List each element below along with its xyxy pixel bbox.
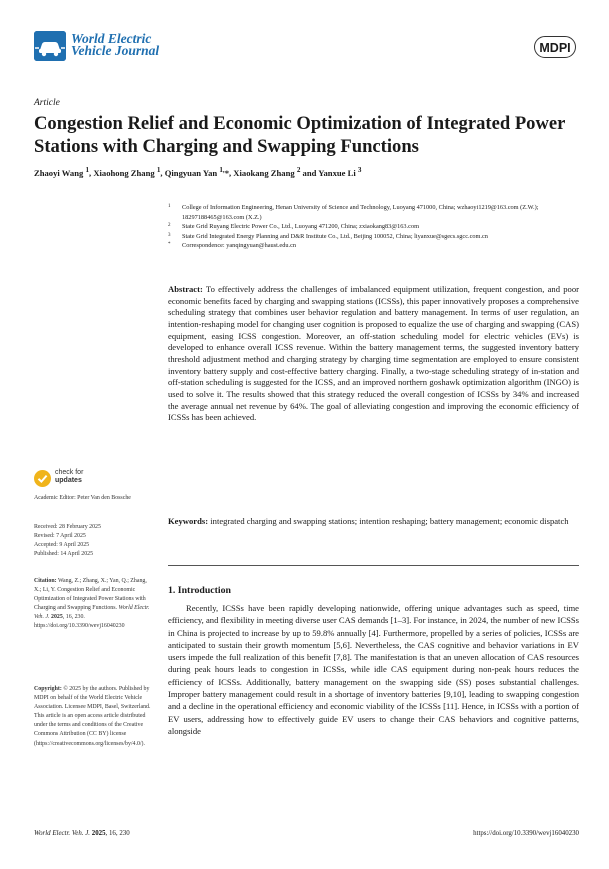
journal-name-line1: World Electric: [71, 31, 152, 46]
keywords-text: integrated charging and swapping stations; intention reshaping; battery management; economic dispatch: [210, 516, 569, 526]
check-for-updates-badge[interactable]: [34, 469, 154, 489]
citation-label: Citation:: [34, 578, 57, 584]
section-heading: 1. Introduction: [168, 585, 231, 596]
section-divider: [168, 565, 579, 566]
correspondence: * Correspondence: yanqingyuan@haust.edu.cn: [168, 242, 297, 250]
copyright-label: Copyright:: [34, 686, 62, 692]
introduction-paragraph: Recently, ICSSs have been rapidly developing nationwide, offering unique advantages such as speed, time efficiency, and flexibility in meeting diverse user CAS demands [1–3]. For instance, in 2024, the number of new ICSSs in China is projected to increase by up to 59.8% annually [4]. Furthermore, propelled by a series of policies, ICSSs are anticipated to sustain their growth momentum [5,6]. Nevertheless, the CAS cognitive and behavior variations in EV users impede the full realization of this benefit [7,8]. The manifestation is that an uneven allocation of CAS resources during peak hours leads to congestion in ICSSs, while idle CAS equipment during non-peak hours reduces the efficiency of ICSSs. Additionally, battery management on the swapping side (SS) poses substantial challenges. Improper battery management could result in a shortage of inventory batteries [9,10], leading to swapping congestion and a decline in the operational efficiency and economic viability of the ICSSs [11]. Hence, in ICSSs with a portion of EV users, addressing how to effectively guide EV users to change their CAS behaviors and cognitive patterns, alongside: [168, 603, 579, 736]
footer-doi[interactable]: https://doi.org/10.3390/wevj16040230: [473, 830, 579, 837]
citation-block: [34, 577, 152, 632]
check-updates-text: check for updates: [55, 469, 84, 484]
academic-editor: Academic Editor: Peter Van den Bossche: [34, 495, 131, 501]
affiliation-3: 3 State Grid Integrated Energy Planning and D&R Institute Co., Ltd., Beijing 100052, China; liyanxue@sgecs.sgcc.com.cn: [168, 232, 488, 240]
journal-name[interactable]: [71, 33, 159, 57]
citation-rest[interactable]: , 16, 230. https://doi.org/10.3390/wevj16040230: [34, 614, 125, 630]
check-updates-icon: [34, 470, 51, 487]
affiliation-1: 1 College of Information Engineering, Henan University of Science and Technology, Luoyang 471000, China; wzhaoyi1219@163.com (Z.W.); 18297188465@163.com (X.Z.): [168, 204, 539, 221]
author-list: Zhaoyi Wang $^1$, Xiaohong Zhang $^1$, Qingyuan Yan $^{1,}$*, Xiaokang Zhang $^2$ and Yanxue Li $^3$: [34, 166, 362, 178]
citation-year: 2025: [51, 614, 63, 621]
date-revised: Revised: 7 April 2025: [34, 533, 86, 540]
journal-name-line2: Vehicle Journal: [71, 43, 160, 58]
keywords-label: Keywords:: [168, 516, 209, 526]
abstract-text: To effectively address the challenges of imbalanced equipment utilization, frequent congestion, and poor economic benefits faced by charging and swapping stations (ICSSs), this paper innovatively proposes a comprehensive scheduling strategy that combines user behavior regulation and battery management. In terms of user regulation, an intention-reshaping model for changing user cognition is proposed to equalize the use of charging and swapping (CAS) equipment, easing ICSS congestion. Moreover, an off-station scheduling model for electric vehicles (EVs) is developed to enhance overall ICSS revenue. Within the battery management terms, the suggested inventory battery threshold adjustment method and charging strategy by charging time segmentation are employed to ensure consistent inventory battery supply and cost-effective battery charging. Finally, a two-stage scheduling strategy of in-station and off-station scheduling is suggested for the ICSS, and an improved northern goshawk optimization algorithm (INGO) is used to solve it. The results showed that this strategy reduced the overall congestion of ICSSs by 34% and increased the average annual net revenue by 64%. The goal of alleviating congestion and improving the economic efficiency of ICSSs has been achieved.: [168, 284, 579, 423]
keywords: [168, 516, 579, 528]
car-icon: [34, 31, 66, 61]
journal-logo: [34, 31, 66, 61]
abstract: [168, 284, 579, 424]
abstract-label: Abstract:: [168, 284, 203, 294]
introduction-body: [168, 602, 579, 737]
date-published: Published: 14 April 2025: [34, 551, 94, 558]
date-accepted: Accepted: 9 April 2025: [34, 542, 90, 549]
affiliations: [168, 203, 578, 251]
citation-text: Wang, Z.; Zhang, X.; Yan, Q.; Zhang, X.; Li, Y. Congestion Relief and Economic Optimization of Integrated Power Stations with Charging and Swapping Functions.: [34, 578, 147, 612]
publisher-logo[interactable]: MDPI: [534, 36, 576, 58]
affiliation-2: 2 State Grid Ruyang Electric Power Co., Ltd., Luoyang 471200, China; zxiaokang83@163.com: [168, 223, 419, 231]
article-type-label: Article: [34, 98, 60, 108]
article-title: Congestion Relief and Economic Optimization of Integrated Power Stations with Charging and Swapping Functions: [34, 113, 566, 157]
citation-journal: World Electr. Veh. J.: [34, 605, 150, 621]
copyright-text: © 2025 by the authors. Published by MDPI on behalf of the World Electric Vehicle Association. Licensee MDPI, Basel, Switzerland. This article is an open access article distributed under the terms and conditions of the Creative Commons Attribution (CC BY) license (https://creativecommons.org/licenses/by/4.0/).: [34, 686, 151, 747]
date-received: Received: 28 February 2025: [34, 524, 101, 530]
publication-dates: [34, 523, 152, 559]
footer-citation: World Electr. Veh. J. 2025, 16, 230: [34, 830, 130, 837]
copyright-block: [34, 685, 152, 749]
